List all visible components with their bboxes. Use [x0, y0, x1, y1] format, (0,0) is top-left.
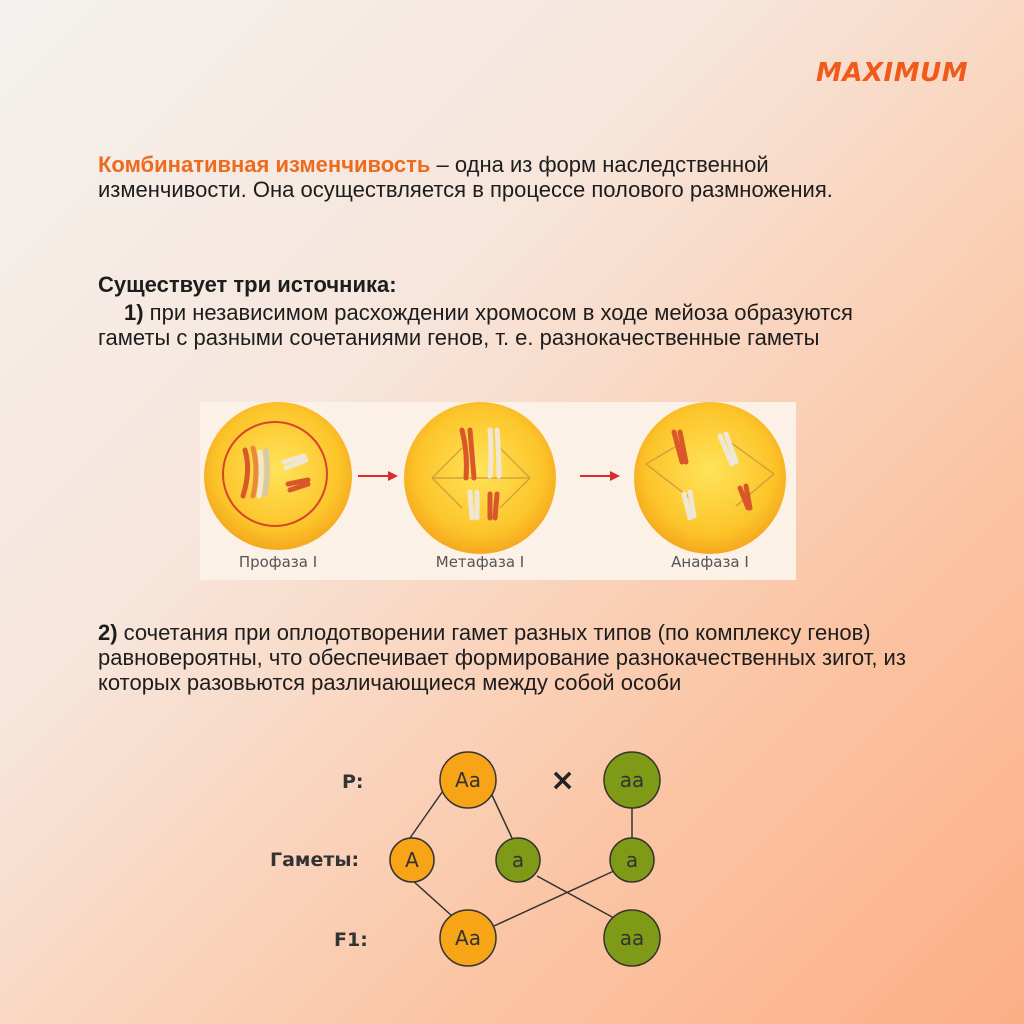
metaphase-cell [404, 402, 556, 554]
offspring-homozygous [604, 910, 660, 966]
arrow-icon [358, 471, 398, 481]
term-definition: – одна из форм наследственной изменчивости. Она осуществляется в процессе полового размножения. [98, 152, 833, 202]
gamete-recessive [610, 838, 654, 882]
parent-aa-recessive [604, 752, 660, 808]
term-highlight: Комбинативная изменчивость [98, 152, 431, 177]
anaphase-cell [634, 402, 786, 554]
source-number-2: 2) [98, 620, 118, 645]
source-text-2: сочетания при оплодотворении гамет разных типов (по комплексу генов) равновероятны, что обеспечивает формирование разнокачественных зигот, из которых разовьются различающиеся между собой особи [98, 620, 906, 695]
svg-text:a: a [511, 848, 525, 872]
source-number-1: 1) [124, 300, 144, 325]
svg-text:A: A [405, 848, 419, 872]
intro-paragraph [98, 152, 918, 202]
sources-heading: Существует три источника: [98, 272, 397, 297]
cross-icon: × [550, 763, 576, 798]
svg-text:Aa: Aa [455, 926, 481, 950]
f1-label: F1: [334, 929, 368, 951]
meiosis-figure [200, 402, 796, 580]
gamete-dominant [390, 838, 434, 882]
phase-caption: Анафаза I [671, 553, 749, 571]
brand-logo: MAXIMUM [816, 58, 969, 88]
phase-caption: Профаза I [238, 553, 318, 571]
gametes-label: Гаметы: [270, 849, 360, 871]
prophase-cell [204, 402, 352, 550]
svg-text:aa: aa [619, 926, 645, 950]
svg-text:Aa: Aa [455, 768, 481, 792]
parents-label: P: [342, 771, 364, 793]
genetics-cross-diagram [262, 738, 692, 974]
source-text-1: при независимом расхождении хромосом в ходе мейоза образуются гаметы с разными сочетаниями генов, т. е. разнокачественные гаметы [98, 300, 853, 350]
svg-text:a: a [625, 848, 639, 872]
source-item-2 [98, 620, 938, 695]
arrow-icon [580, 471, 620, 481]
offspring-heterozygous [440, 910, 496, 966]
source-item-1 [98, 300, 858, 350]
svg-text:aa: aa [619, 768, 645, 792]
parent-aa-dominant [440, 752, 496, 808]
phase-caption: Метафаза I [435, 553, 525, 571]
gamete-recessive [496, 838, 540, 882]
